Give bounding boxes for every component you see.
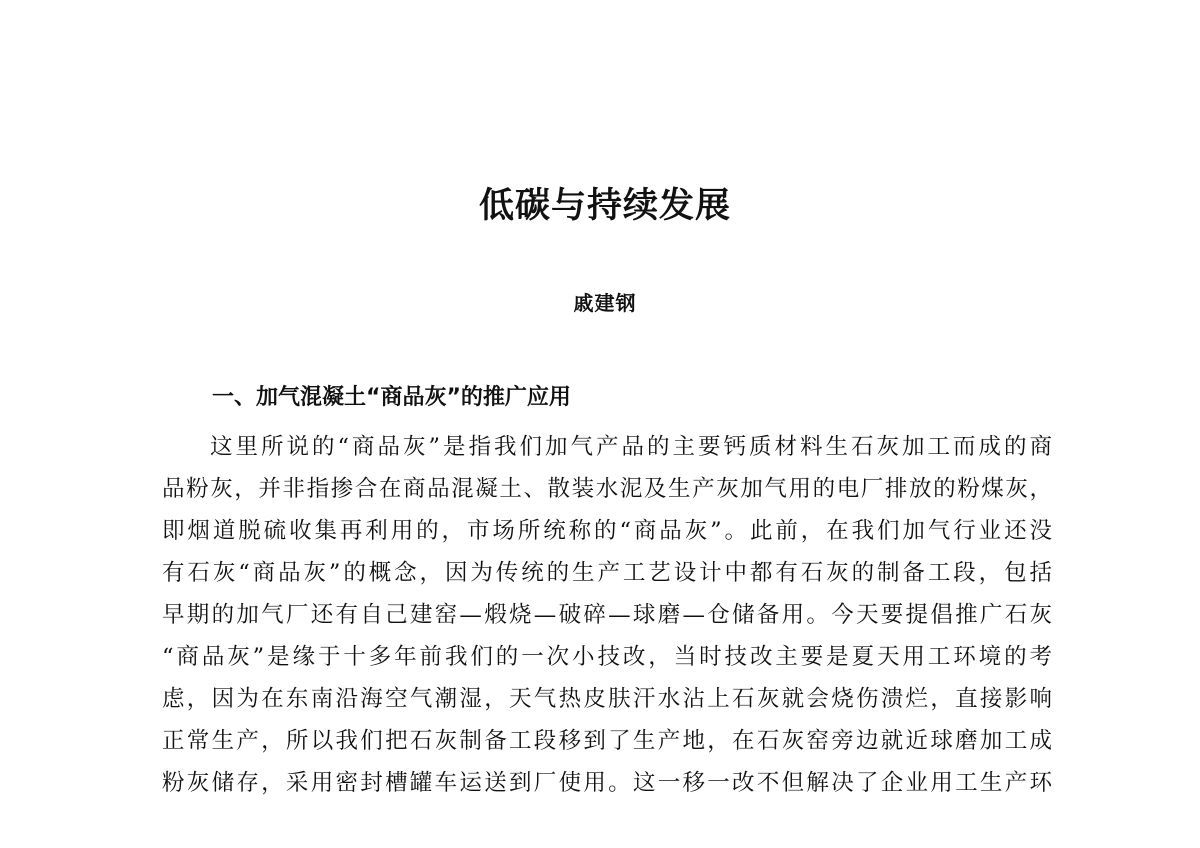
paragraph	[162, 426, 1052, 804]
paragraph-line: 有石灰“商品灰”的概念，因为传统的生产工艺设计中都有石灰的制备工段，包括	[162, 560, 1052, 586]
paragraph-line: 这里所说的“商品灰”是指我们加气产品的主要钙质材料生石灰加工而成的商	[210, 434, 1052, 460]
paragraph-line: 粉灰储存，采用密封槽罐车运送到厂使用。这一移一改不但解决了企业用工生产环	[162, 770, 1052, 796]
author-name: 戚建钢	[573, 291, 637, 315]
paragraph-line: 品粉灰，并非指掺合在商品混凝土、散装水泥及生产灰加气用的电厂排放的粉煤灰，	[162, 476, 1052, 502]
paragraph-line: 早期的加气厂还有自己建窑—煅烧—破碎—球磨—仓储备用。今天要提倡推广石灰	[162, 602, 1052, 628]
document-title: 低碳与持续发展	[478, 186, 731, 226]
section-heading: 一、加气混凝土“商品灰”的推广应用	[212, 385, 571, 410]
paragraph-line: “商品灰”是缘于十多年前我们的一次小技改，当时技改主要是夏天用工环境的考	[162, 644, 1052, 670]
paragraph-line: 即烟道脱硫收集再利用的，市场所统称的“商品灰”。此前，在我们加气行业还没	[162, 518, 1052, 544]
paragraph-line: 虑，因为在东南沿海空气潮湿，天气热皮肤汗水沾上石灰就会烧伤溃烂，直接影响	[162, 686, 1052, 712]
paragraph-line: 正常生产，所以我们把石灰制备工段移到了生产地，在石灰窑旁边就近球磨加工成	[162, 728, 1052, 754]
